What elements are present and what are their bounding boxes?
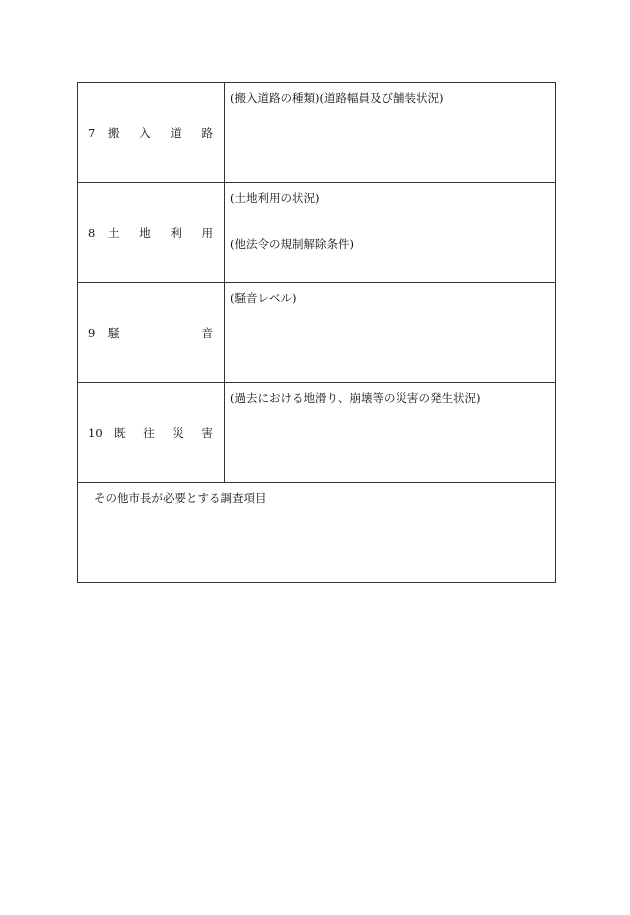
row-noise	[78, 283, 556, 383]
row-access-road	[78, 83, 556, 183]
label-char: 地	[139, 225, 151, 240]
label-cell-noise	[78, 283, 225, 383]
row-past-disasters	[78, 383, 556, 483]
item-label	[108, 225, 213, 241]
label-char: 入	[139, 125, 151, 140]
item-label	[108, 325, 213, 341]
label-char: 搬	[108, 125, 120, 140]
content-cell-noise[interactable]	[225, 283, 556, 383]
note-road-type-width: (搬入道路の種類)(道路幅員及び舗装状況)	[230, 91, 444, 105]
item-number: 9	[88, 325, 96, 340]
note-land-use-status: (土地利用の状況)	[230, 191, 320, 205]
label-char: 騒	[108, 325, 120, 340]
item-number: 10	[88, 425, 103, 440]
note-noise-level: (騒音レベル)	[230, 291, 297, 305]
content-cell-past-disasters[interactable]	[225, 383, 556, 483]
item-label	[108, 125, 213, 141]
note-other-law-conditions: (他法令の規制解除条件)	[230, 237, 354, 251]
label-cell-past-disasters	[78, 383, 225, 483]
survey-form-table	[77, 82, 556, 583]
label-char: 路	[201, 125, 213, 140]
row-other-items	[78, 483, 556, 583]
item-number: 7	[88, 125, 96, 140]
label-char: 用	[201, 225, 213, 240]
content-cell-land-use[interactable]	[225, 183, 556, 283]
label-char: 利	[170, 225, 182, 240]
label-char: 音	[201, 325, 213, 340]
label-char: 災	[172, 425, 184, 440]
content-cell-access-road[interactable]	[225, 83, 556, 183]
item-number: 8	[88, 225, 96, 240]
label-cell-land-use	[78, 183, 225, 283]
label-char: 既	[114, 425, 126, 440]
label-char: 道	[170, 125, 182, 140]
label-char: 害	[201, 425, 213, 440]
other-items-label: その他市長が必要とする調査項目	[94, 491, 267, 505]
label-char: 往	[143, 425, 155, 440]
note-disaster-history: (過去における地滑り、崩壊等の災害の発生状況)	[230, 391, 481, 405]
other-items-cell[interactable]	[78, 483, 556, 583]
label-char: 土	[108, 225, 120, 240]
label-cell-access-road	[78, 83, 225, 183]
row-land-use	[78, 183, 556, 283]
item-label	[114, 425, 213, 441]
